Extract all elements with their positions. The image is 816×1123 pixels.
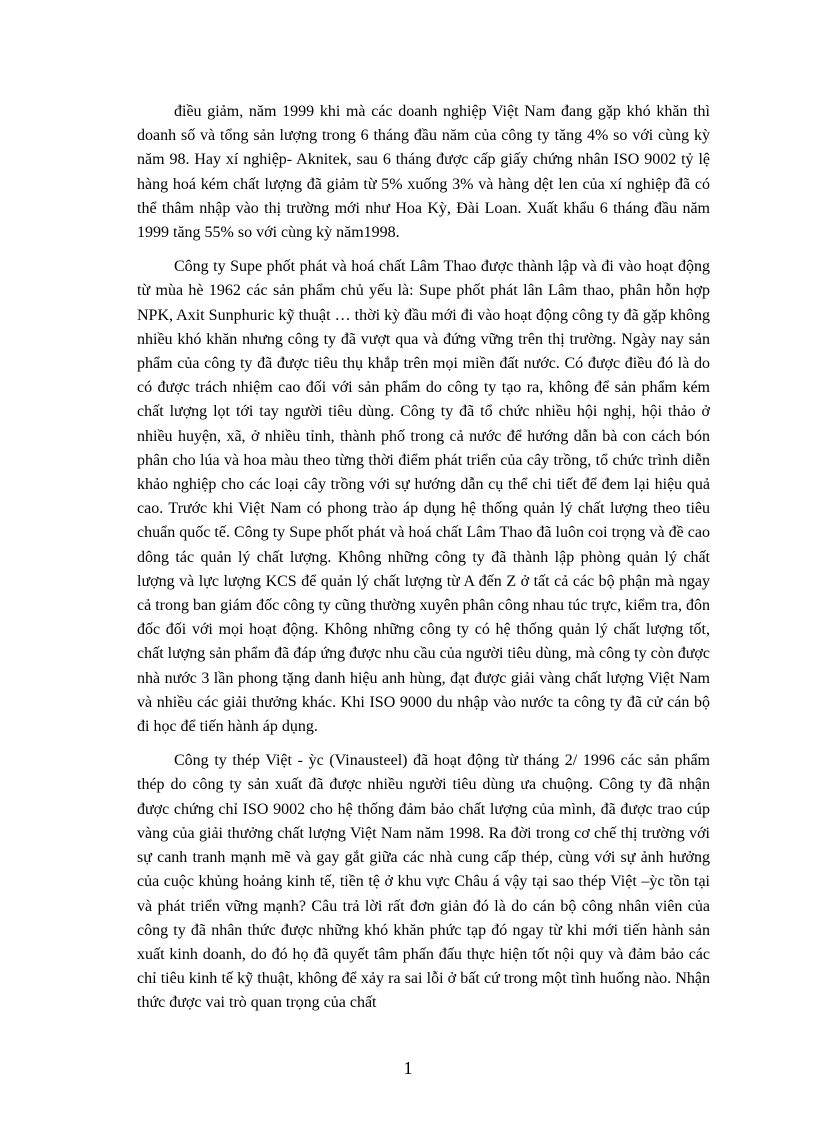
body-text [137,100,710,1026]
paragraph-2: Công ty Supe phốt phát và hoá chất Lâm Thao được thành lập và đi vào hoạt động từ mùa hè 1962 các sản phẩm chủ yếu là: Supe phốt phát lân Lâm thao, phân hỗn hợp NPK, Axit Sunphuric kỹ thuật … thời kỳ đầu mới đi vào hoạt động công ty đã gặp không nhiều khó khăn nhưng công ty đã vượt qua và đứng vững trên thị trường. Ngày nay sản phẩm của công ty đã được tiêu thụ khắp trên mọi miền đất nước. Có được điều đó là do có được trách nhiệm cao đối với sản phẩm do công ty tạo ra, không để sản phẩm kém chất lượng lọt tới tay người tiêu dùng. Công ty đã tổ chức nhiều hội nghị, hội thảo ở nhiều huyện, xã, ở nhiều tỉnh, thành phố trong cả nước để hướng dẫn bà con cách bón phân cho lúa và hoa màu theo từng thời điểm phát triển của cây trồng, tổ chức trình diễn khảo nghiệp cho các loại cây trồng với sự hướng dẫn cụ thể chi tiết để đem lại hiệu quả cao. Trước khi Việt Nam có phong trào áp dụng hệ thống quản lý chất lượng theo tiêu chuẩn quốc tế. Công ty Supe phốt phát và hoá chất Lâm Thao đã luôn coi trọng và đề cao dông tác quản lý chất lượng. Không những công ty đã thành lập phòng quản lý chất lượng và lực lượng KCS để quản lý chất lượng từ A đến Z ở tất cả các bộ phận mà ngay cả trong ban giám đốc công ty cũng thường xuyên phân công nhau túc trực, kiểm tra, đôn đốc đối với mọi hoạt động. Không những công ty có hệ thống quản lý chất lượng tốt, chất lượng sản phẩm đã đáp ứng được nhu cầu của người tiêu dùng, mà công ty còn được nhà nước 3 lần phong tặng danh hiệu anh hùng, đạt được giải vàng chất lượng Việt Nam và nhiều các giải thưởng khác. Khi ISO 9000 du nhập vào nước ta công ty đã cử cán bộ đi học để tiến hành áp dụng. [137,258,710,736]
paragraph-3: Công ty thép Việt - ỳc (Vinausteel) đã hoạt động từ tháng 2/ 1996 các sản phẩm thép do công ty sản xuất đã được nhiều người tiêu dùng ưa chuộng. Công ty đã nhận được chứng chỉ ISO 9002 cho hệ thống đảm bảo chất lượng của mình, đã được trao cúp vàng của giải thưởng chất lượng Việt Nam năm 1998. Ra đời trong cơ chế thị trường với sự canh tranh mạnh mẽ và gay gắt giữa các nhà cung cấp thép, cùng với sự ảnh hưởng của cuộc khủng hoảng kinh tế, tiền tệ ở khu vực Châu á vậy tại sao thép Việt –ỳc tồn tại và phát triển vững mạnh? Câu trả lời rất đơn giản đó là do cán bộ công nhân viên của công ty đã nhân thức được những khó khăn phức tạp đó ngay từ khi mới tiến hành sản xuất kinh doanh, do đó họ đã quyết tâm phấn đấu thực hiện tốt nội quy và đảm bảo các chỉ tiêu kinh tế kỹ thuật, không để xảy ra sai lỗi ở bất cứ trong một tình huống nào. Nhận thức được vai trò quan trọng của chất [137,752,710,1012]
page-number: 1 [403,1058,413,1078]
paragraph-1: điều giảm, năm 1999 khi mà các doanh nghiệp Việt Nam đang gặp khó khăn thì doanh số và tổng sản lượng trong 6 tháng đầu năm của công ty tăng 4% so với cùng kỳ năm 98. Hay xí nghiệp- Aknitek, sau 6 tháng được cấp giấy chứng nhân ISO 9002 tỷ lệ hàng hoá kém chất lượng đã giảm từ 5% xuống 3% và hàng dệt len của xí nghiệp đã có thể thâm nhập vào thị trường mới như Hoa Kỳ, Đài Loan. Xuất khẩu 6 tháng đầu năm 1999 tăng 55% so với cùng kỳ năm1998. [137,103,710,242]
